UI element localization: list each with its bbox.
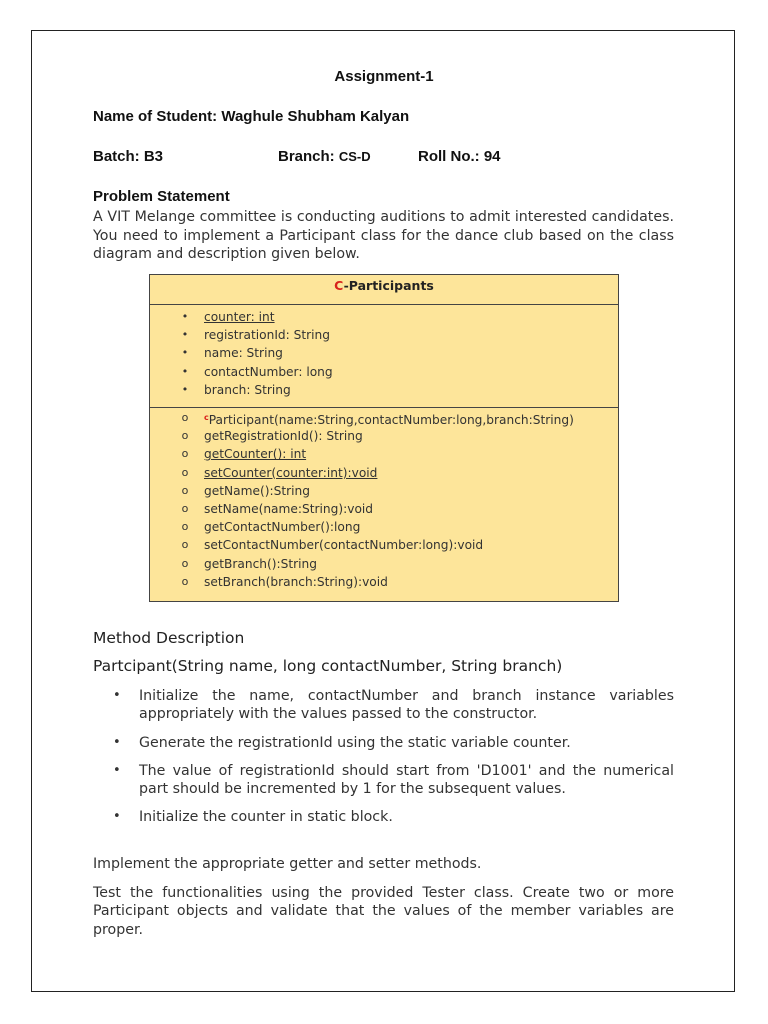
attribute-signature: branch: String: [204, 382, 291, 397]
circle-bullet-icon: o: [181, 465, 189, 479]
circle-bullet-icon: o: [181, 556, 189, 570]
student-label: Name of Student:: [93, 108, 218, 125]
bullet-text: Initialize the counter in static block.: [139, 809, 393, 826]
class-method-row: [150, 482, 618, 500]
class-attribute-row: [150, 326, 618, 344]
circle-bullet-icon: o: [181, 447, 189, 461]
attribute-signature: name: String: [204, 346, 283, 361]
roll-value: 94: [483, 148, 501, 165]
bullet-icon: •: [181, 346, 189, 360]
tester-paragraph: Test the functionalities using the provided Tester class. Create two or more Participant objects and validate that the values of the member variables are proper.: [93, 885, 674, 938]
method-signature: setContactNumber(contactNumber:long):void: [204, 538, 484, 553]
description-bullet: [93, 762, 674, 799]
bullet-icon: •: [113, 762, 121, 778]
roll-label: Roll No.:: [418, 148, 480, 165]
roll-line: [418, 148, 501, 165]
class-stereotype-icon: C: [334, 278, 344, 293]
constructor-heading: Partcipant(String name, long contactNumber, String branch): [93, 657, 563, 675]
method-signature: Participant(name:String,contactNumber:long,branch:String): [208, 413, 574, 427]
getter-setter-paragraph: Implement the appropriate getter and setter methods.: [93, 856, 482, 872]
class-method-row: [150, 555, 618, 573]
class-attributes: [150, 305, 618, 408]
problem-statement-text: A VIT Melange committee is conducting auditions to admit interested candidates. You need to implement a Participant class for the dance club based on the class diagram and description given below.: [93, 209, 674, 262]
class-name: -Participants: [343, 278, 434, 293]
method-description-heading: Method Description: [93, 629, 245, 647]
class-diagram-header: [150, 275, 618, 305]
class-method-row: [150, 464, 618, 482]
class-attribute-row: [150, 308, 618, 326]
bullet-text: Generate the registrationId using the static variable counter.: [139, 734, 571, 751]
student-name-line: [93, 108, 409, 125]
bullet-icon: •: [181, 328, 189, 342]
bullet-icon: •: [113, 688, 121, 703]
class-diagram: [149, 274, 619, 602]
branch-line: [278, 148, 371, 165]
batch-value: B3: [143, 148, 164, 165]
bullet-icon: •: [181, 364, 189, 378]
class-method-row: [150, 518, 618, 536]
description-bullet: [93, 734, 674, 752]
description-bullet: [93, 687, 674, 724]
class-attribute-row: [150, 344, 618, 362]
branch-value: CS-D: [338, 149, 371, 164]
method-description-bullets: [93, 687, 674, 837]
method-signature: getBranch():String: [204, 556, 317, 571]
method-signature: getContactNumber():long: [204, 520, 361, 535]
method-signature: getRegistrationId(): String: [204, 429, 363, 444]
method-signature: getName():String: [204, 483, 310, 498]
batch-label: Batch:: [93, 148, 140, 165]
circle-bullet-icon: o: [181, 538, 189, 552]
class-methods: [150, 408, 618, 591]
circle-bullet-icon: o: [181, 411, 189, 424]
method-signature: setName(name:String):void: [204, 501, 374, 516]
circle-bullet-icon: o: [181, 483, 189, 497]
circle-bullet-icon: o: [181, 501, 189, 515]
student-name: Waghule Shubham Kalyan: [221, 108, 410, 125]
description-bullet: [93, 808, 674, 826]
assignment-title: Assignment-1: [334, 68, 434, 85]
bullet-icon: •: [113, 809, 121, 825]
class-method-row: [150, 573, 618, 591]
method-signature: setBranch(branch:String):void: [204, 574, 388, 589]
problem-statement-heading: Problem Statement: [93, 188, 230, 205]
constructor-marker-icon: c: [204, 413, 209, 422]
method-signature: setCounter(counter:int):void: [204, 465, 378, 480]
bullet-text: Initialize the name, contactNumber and branch instance variables appropriately with the values passed to the constructor.: [139, 688, 674, 723]
class-method-row: [150, 427, 618, 445]
class-method-row: [150, 500, 618, 518]
bullet-icon: •: [181, 310, 189, 323]
attribute-signature: registrationId: String: [204, 328, 330, 343]
bullet-icon: •: [113, 734, 121, 750]
class-method-row: [150, 445, 618, 463]
attribute-signature: contactNumber: long: [204, 364, 333, 379]
bullet-text: The value of registrationId should start from 'D1001' and the numerical part should be incremented by 1 for the subsequent values.: [139, 762, 674, 798]
bullet-icon: •: [181, 382, 189, 396]
class-method-row: [150, 409, 618, 427]
class-attribute-row: [150, 381, 618, 399]
circle-bullet-icon: o: [181, 520, 189, 534]
method-signature: getCounter(): int: [204, 447, 307, 462]
branch-label: Branch:: [278, 148, 335, 165]
batch-line: [93, 148, 163, 165]
circle-bullet-icon: o: [181, 429, 189, 443]
class-method-row: [150, 536, 618, 554]
circle-bullet-icon: o: [181, 574, 189, 588]
attribute-signature: counter: int: [204, 310, 275, 324]
class-attribute-row: [150, 363, 618, 381]
